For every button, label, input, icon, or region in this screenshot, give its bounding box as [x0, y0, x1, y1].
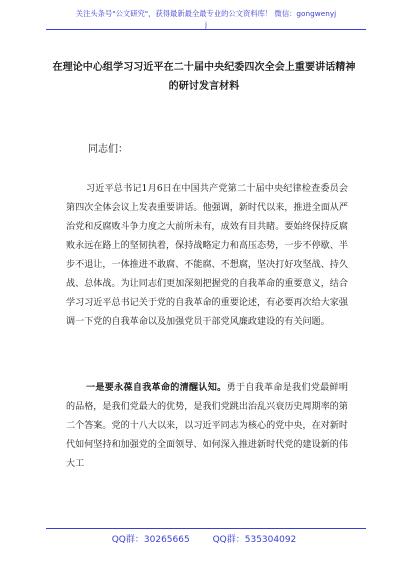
- greeting: 同志们：: [88, 144, 128, 155]
- footer: [0, 532, 408, 545]
- paragraph-2: [66, 378, 348, 474]
- paragraph-1: 习近平总书记1月6日在中国共产党第二十届中央纪律检查委员会第四次全体会议上发表重要讲话。他强调，新时代以来，推进全面从严治党和反腐败斗争力度之大前所未有，成效有目共睹。要始终保持反腐败永远在路上的坚韧执着，保持战略定力和高压态势，一步不停歇、半步不退让，一体推进不敢腐、不能腐、不想腐，坚决打好攻坚战、持久战、总体战。为让同志们更加深刻把握党的自我革命的重要意义，结合学习习近平总书记关于党的自我革命的重要论述，有必要再次给大家强调一下党的自我革命以及加强党员干部党风廉政建设的有关问题。: [66, 184, 348, 327]
- footer-qq-group-2: QQ群：535304092: [212, 535, 297, 545]
- document-title: 在理论中心组学习习近平在二十届中央纪委四次全会上重要讲话精神的研讨发言材料: [52, 62, 356, 92]
- footer-qq-group-1: QQ群：30265665: [111, 535, 190, 545]
- header-banner-line2: j: [204, 20, 208, 29]
- footer-divider: [46, 528, 366, 529]
- paragraph-2-lead: 一是要永葆自我革命的清醒认知。: [86, 382, 227, 393]
- header-banner-line1: 关注头条号"公文研究"，获得最新最全最专业的公文资料库！ 微信：gongwenyj: [75, 9, 337, 18]
- paragraph-2-body: 勇于自我革命是我们党最鲜明的品格，是我们党最大的优势，是我们党跳出治乱兴衰历史周期率的第二个答案。党的十八大以来，以习近平同志为核心的党中央，在对新时代如何坚持和加强党的全面领导、如何深入推进新时代党的建设新的伟大工: [66, 383, 348, 469]
- header-divider: [46, 29, 366, 30]
